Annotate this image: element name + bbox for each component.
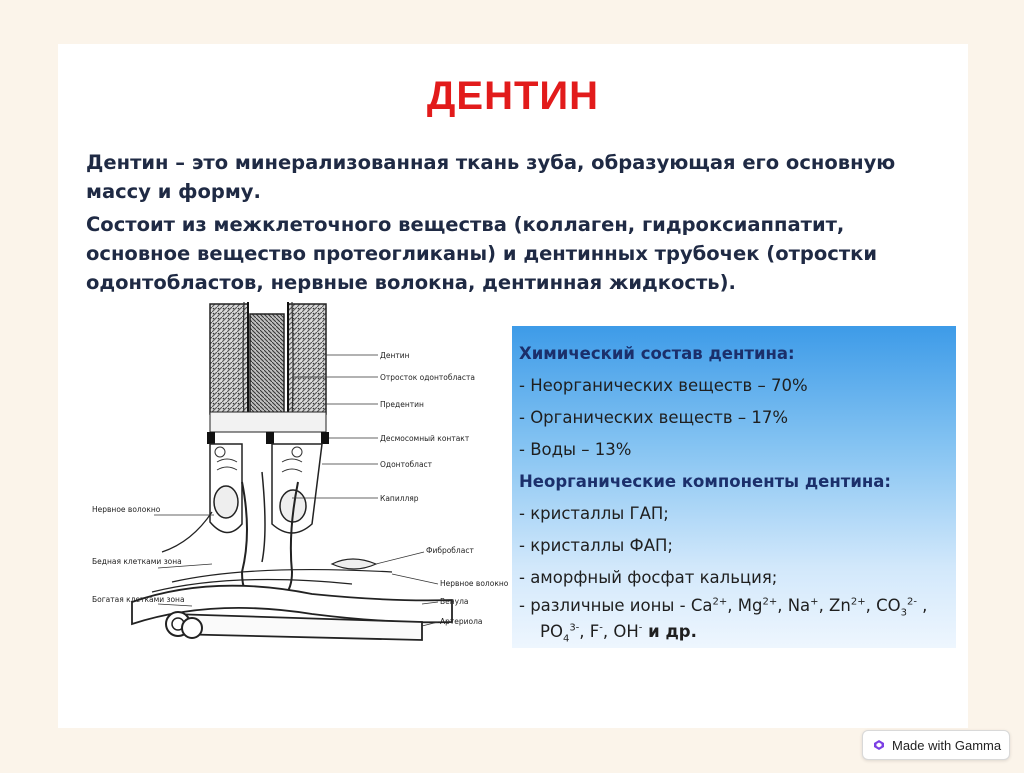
- composition-heading: Химический состав дентина:: [519, 344, 795, 363]
- component-item-fap: - кристаллы ФАП;: [519, 536, 673, 555]
- dentin-histology-diagram: [92, 302, 509, 658]
- label-capillary: Капилляр: [380, 494, 419, 503]
- composition-item-water: - Воды – 13%: [519, 440, 632, 459]
- label-odontoblast: Одонтобласт: [380, 460, 433, 469]
- label-cell-rich-zone: Богатая клетками зона: [92, 595, 185, 604]
- label-venule: Венула: [440, 597, 469, 606]
- slide-title: ДЕНТИН: [426, 74, 600, 118]
- composition-item-organic: - Органических веществ – 17%: [519, 408, 789, 427]
- component-item-ions-continued: $PO_4^{3-}$, F-, OH- и др.: [540, 622, 697, 645]
- label-fibroblast: Фибробласт: [426, 546, 474, 555]
- chemical-composition-panel: [512, 326, 956, 648]
- component-item-gap: - кристаллы ГАП;: [519, 504, 669, 523]
- label-cell-poor-zone: Бедная клетками зона: [92, 557, 182, 566]
- dentin-column-right: [288, 304, 326, 414]
- label-nerve-fiber-right: Нервное волокно: [440, 579, 509, 588]
- inorganic-components-heading: Неорганические компоненты дентина:: [519, 472, 892, 491]
- label-predentin: Предентин: [380, 400, 424, 409]
- component-item-amorphous: - аморфный фосфат кальция;: [519, 568, 778, 587]
- slide: [58, 44, 968, 728]
- gamma-logo-icon: [873, 739, 885, 751]
- label-dentin: Дентин: [380, 351, 410, 360]
- badge-label: Made with Gamma: [892, 737, 1002, 753]
- composition-item-inorganic: - Неорганических веществ – 70%: [519, 376, 808, 395]
- component-item-ions: - различные ионы - $Ca^{2+}$, $Mg^{2+}$, Na+, $Zn^{2+}$, $CO_3^{2-}$ ,: [519, 596, 928, 619]
- dentin-column-left: [210, 304, 248, 414]
- made-with-gamma-badge[interactable]: [862, 730, 1010, 760]
- label-arteriole: Артериола: [440, 617, 483, 626]
- label-nerve-fiber-left: Нервное волокно: [92, 505, 161, 514]
- dentin-column-middle: [250, 314, 284, 414]
- composition-paragraph: Состоит из межклеточного вещества (коллаген, гидроксиаппатит, основное вещество протеогликаны) и дентинных трубочек (отростки одонтобластов, нервные волокна, дентинная жидкость).: [86, 213, 878, 294]
- definition-paragraph: Дентин – это минерализованная ткань зуба, образующая его основную массу и форму.: [86, 151, 896, 203]
- label-desmosome: Десмосомный контакт: [380, 434, 470, 443]
- label-odontoblast-process: Отросток одонтобласта: [380, 373, 475, 382]
